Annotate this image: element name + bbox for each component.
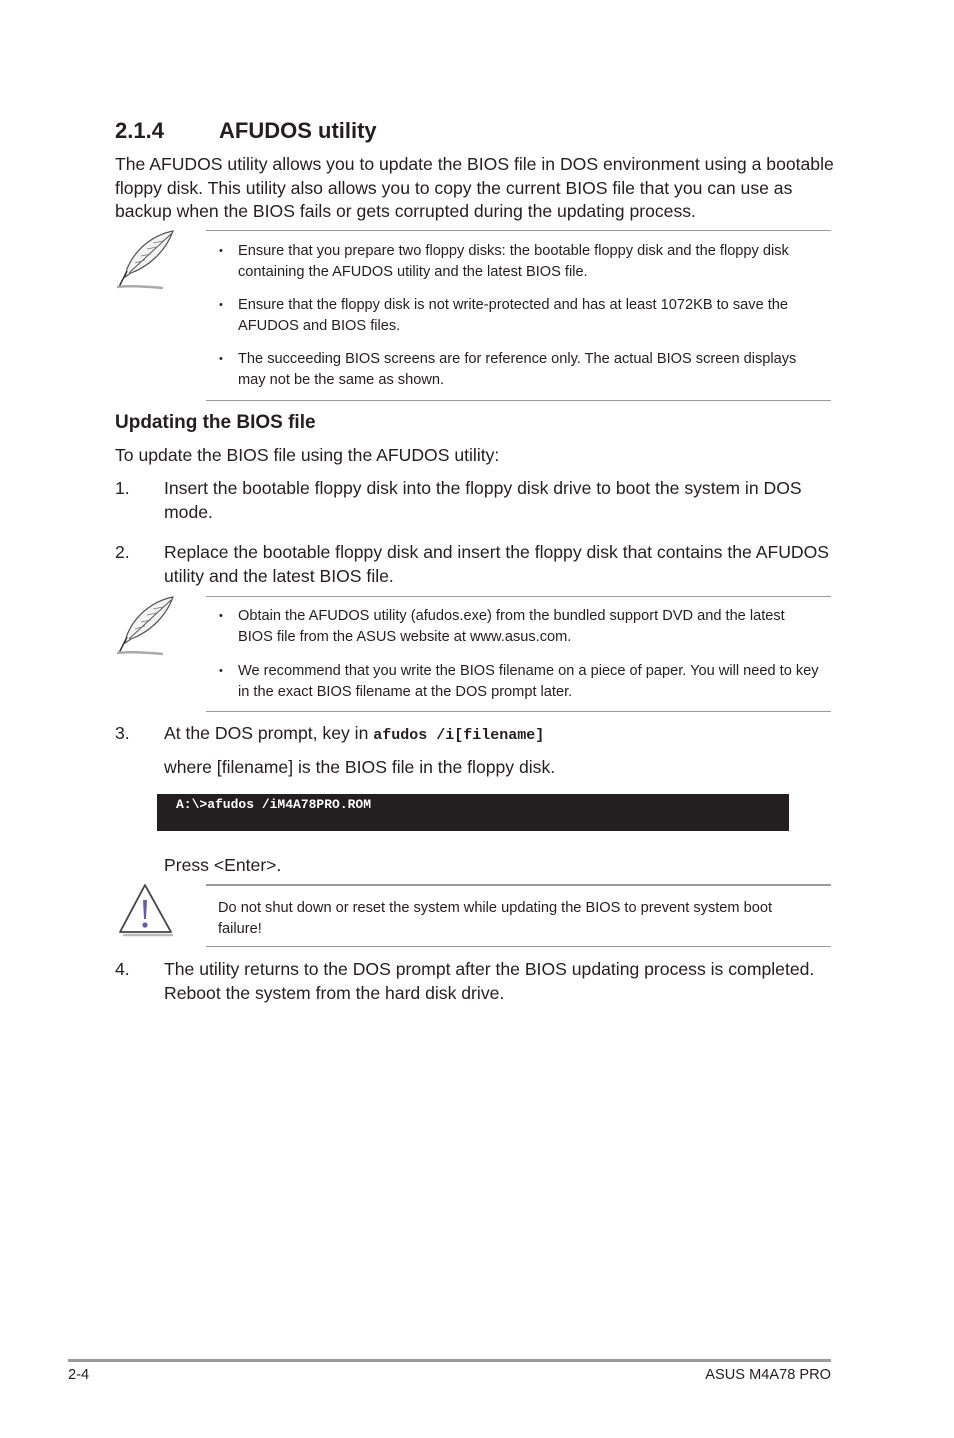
dos-command-text: A:\>afudos /iM4A78PRO.ROM — [176, 797, 372, 812]
exclamation-triangle-icon — [117, 882, 175, 938]
step-text: Replace the bootable floppy disk and insert the floppy disk that contains the AFUDOS utility and the latest BIOS file. — [164, 542, 830, 586]
note-item: • Ensure that the floppy disk is not write-protected and has at least 1072KB to save the AFUDOS and BIOS files. — [206, 295, 823, 336]
note-box-1 — [206, 230, 831, 401]
note-item: • Ensure that you prepare two floppy disks: the bootable floppy disk and the floppy disk containing the AFUDOS utility and the latest BIOS file. — [206, 241, 823, 282]
step-item — [115, 722, 835, 748]
command-syntax: afudos /i[filename] — [373, 727, 545, 744]
where-text: where [filename] is the BIOS file in the floppy disk. — [164, 757, 556, 777]
step-item — [115, 958, 835, 1005]
warning-text: Do not shut down or reset the system while updating the BIOS to prevent system boot failure! — [218, 900, 773, 937]
page-number: 2-4 — [68, 1367, 90, 1383]
step-item — [115, 477, 835, 524]
note-item: • The succeeding BIOS screens are for reference only. The actual BIOS screen displays may not be the same as shown. — [206, 349, 823, 390]
feather-pen-icon — [113, 595, 179, 657]
press-enter-text: Press <Enter>. — [164, 855, 282, 875]
note-item: • We recommend that you write the BIOS filename on a piece of paper. You will need to key in the exact BIOS filename at the DOS prompt later. — [206, 661, 823, 702]
step-text: The utility returns to the DOS prompt after the BIOS updating process is completed. Reboot the system from the hard disk drive. — [164, 959, 815, 1003]
section-number: 2.1.4 — [115, 118, 164, 143]
step-number: 3. — [115, 723, 130, 743]
step-number: 4. — [115, 959, 130, 979]
section-heading — [115, 118, 377, 144]
footer-rule — [68, 1359, 831, 1362]
section-title: AFUDOS utility — [219, 118, 377, 143]
step-number: 2. — [115, 542, 130, 562]
step-number: 1. — [115, 478, 130, 498]
note-box-2 — [206, 596, 831, 712]
product-name: ASUS M4A78 PRO — [705, 1367, 831, 1383]
note-item: • Obtain the AFUDOS utility (afudos.exe) from the bundled support DVD and the latest BIOS file from the ASUS website at www.asus.com. — [206, 606, 823, 647]
lead-paragraph: To update the BIOS file using the AFUDOS utility: — [115, 445, 500, 465]
dos-command-box — [157, 794, 789, 831]
intro-paragraph: The AFUDOS utility allows you to update the BIOS file in DOS environment using a bootable floppy disk. This utility also allows you to copy the current BIOS file that you can use as backup when the BIOS fails or gets corrupted during the updating process. — [115, 154, 834, 221]
step-text: At the DOS prompt, key in — [164, 723, 369, 743]
subheading: Updating the BIOS file — [115, 412, 316, 433]
feather-pen-icon — [113, 229, 179, 291]
warning-box — [206, 884, 831, 947]
step-item — [115, 541, 835, 588]
step-text: Insert the bootable floppy disk into the floppy disk drive to boot the system in DOS mode. — [164, 478, 802, 522]
